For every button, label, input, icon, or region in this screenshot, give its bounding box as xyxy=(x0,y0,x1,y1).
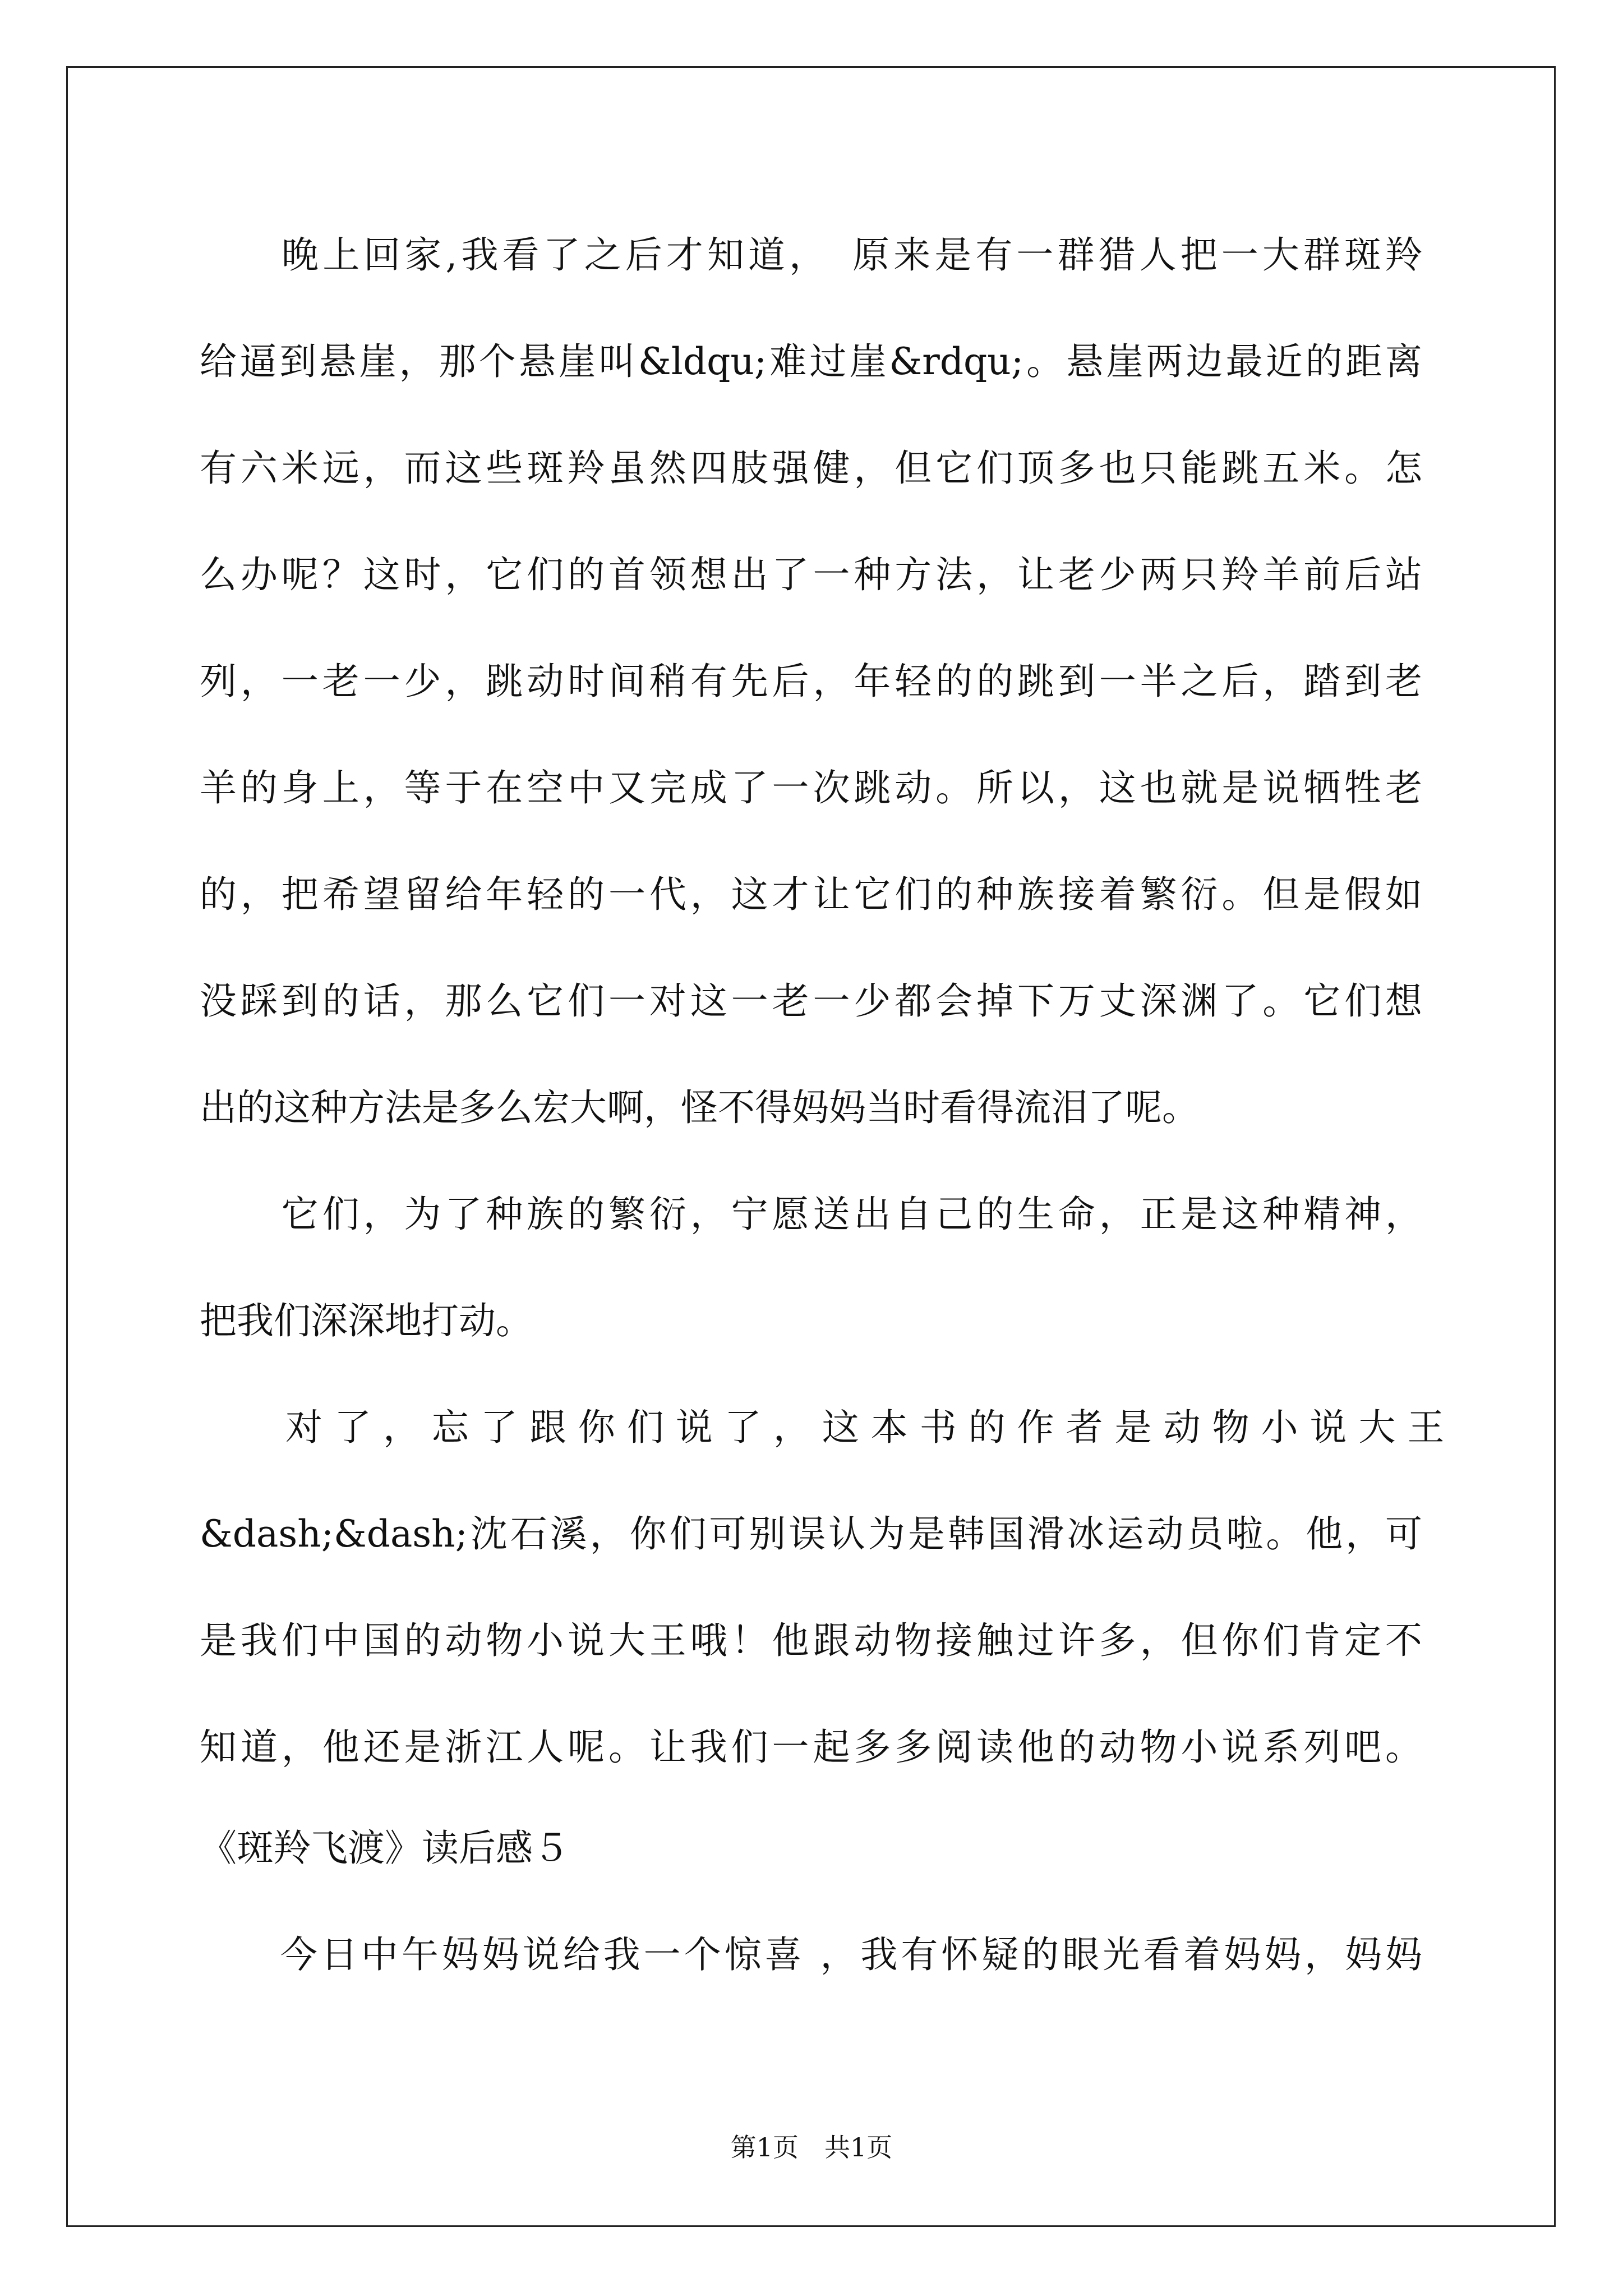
paragraph-line: 没踩到的话，那么它们一对这一老一少都会掉下万丈深渊了。它们想 xyxy=(200,979,1422,1023)
paragraph-line: 今日中午妈妈说给我一个惊喜 ，我有怀疑的眼光看着妈妈，妈妈 xyxy=(200,1933,1422,1976)
paragraph-line: 有六米远，而这些斑羚虽然四肢强健，但它们顶多也只能跳五米。怎 xyxy=(200,447,1422,490)
page-footer: 第1页 共1页 xyxy=(730,2132,893,2162)
section-heading: 《斑羚飞渡》读后感５ xyxy=(200,1826,570,1870)
paragraph-line: &dash;&dash;沈石溪，你们可别误认为是韩国滑冰运动员啦。他，可 xyxy=(200,1512,1422,1556)
paragraph-line: 列，一老一少，跳动时间稍有先后，年轻的的跳到一半之后，踏到老 xyxy=(200,660,1422,703)
paragraph-line: 是我们中国的动物小说大王哦！他跟动物接触过许多，但你们肯定不 xyxy=(200,1619,1422,1662)
paragraph-line: 么办呢？这时，它们的首领想出了一种方法，让老少两只羚羊前后站 xyxy=(200,553,1422,596)
paragraph-line: 对 了 ， 忘 了 跟 你 们 说 了 ， 这 本 书 的 作 者 是 动 物 小 说 大 王 xyxy=(200,1406,1445,1449)
paragraph-line: 它们，为了种族的繁衍，宁愿送出自己的生命，正是这种精神， xyxy=(200,1193,1422,1236)
paragraph-line: 的，把希望留给年轻的一代，这才让它们的种族接着繁衍。但是假如 xyxy=(200,873,1422,916)
paragraph-line: 出的这种方法是多么宏大啊，怪不得妈妈当时看得流泪了呢。 xyxy=(200,1086,1199,1129)
paragraph-line: 知道，他还是浙江人呢。让我们一起多多阅读他的动物小说系列吧。 xyxy=(200,1726,1422,1769)
paragraph-line: 晚上回家,我看了之后才知道， 原来是有一群猎人把一大群斑羚 xyxy=(200,233,1422,277)
paragraph-line: 给逼到悬崖，那个悬崖叫&ldqu;难过崖&rdqu;。悬崖两边最近的距离 xyxy=(200,340,1422,383)
paragraph-line: 把我们深深地打动。 xyxy=(200,1299,533,1342)
paragraph-line: 羊的身上，等于在空中又完成了一次跳动。所以，这也就是说牺牲老 xyxy=(200,766,1422,809)
page-border xyxy=(66,66,1556,2227)
